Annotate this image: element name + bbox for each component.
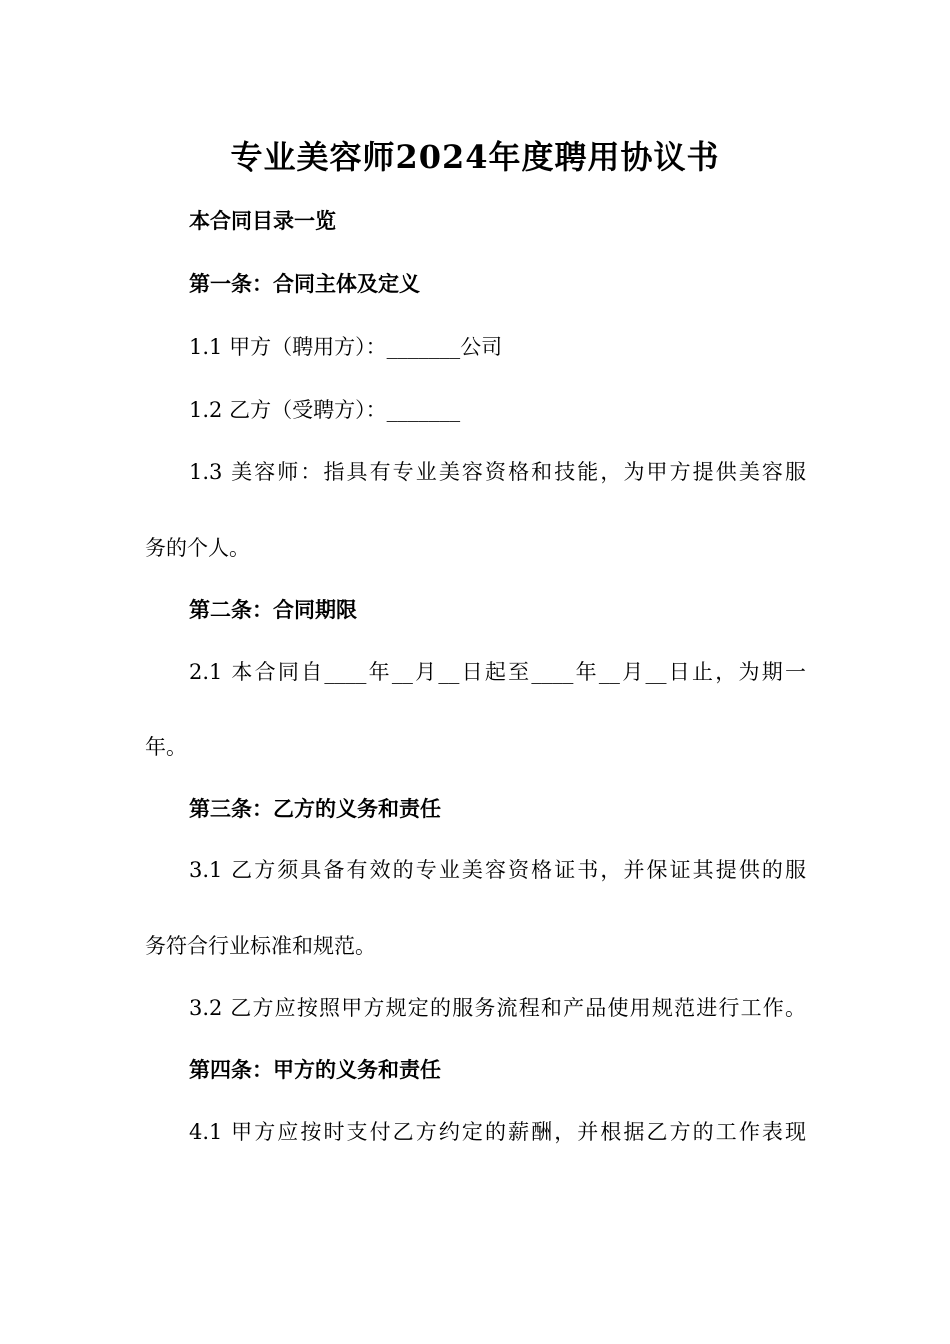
- article-1-heading: 第一条：合同主体及定义: [189, 272, 420, 296]
- clause-3-1-line-1: 3.1 乙方须具备有效的专业美容资格证书，并保证其提供的服: [189, 858, 806, 882]
- clause-1-1: 1.1 甲方（聘用方）：_______公司: [189, 335, 503, 359]
- clause-2-1-line-1: 2.1 本合同自____年__月__日起至____年__月__日止，为期一: [189, 660, 806, 684]
- clause-3-2: 3.2 乙方应按照甲方规定的服务流程和产品使用规范进行工作。: [189, 996, 806, 1020]
- toc-heading: 本合同目录一览: [189, 209, 336, 233]
- document-title: 专业美容师2024年度聘用协议书: [230, 138, 720, 176]
- clause-3-1-line-2: 务符合行业标准和规范。: [145, 934, 376, 958]
- article-4-heading: 第四条：甲方的义务和责任: [189, 1058, 441, 1082]
- article-2-heading: 第二条：合同期限: [189, 598, 357, 622]
- clause-1-3-line-1: 1.3 美容师：指具有专业美容资格和技能，为甲方提供美容服: [189, 460, 806, 484]
- clause-4-1-line-1: 4.1 甲方应按时支付乙方约定的薪酬，并根据乙方的工作表现: [189, 1120, 806, 1144]
- clause-1-3-line-2: 务的个人。: [145, 536, 250, 560]
- article-3-heading: 第三条：乙方的义务和责任: [189, 797, 441, 821]
- clause-1-2: 1.2 乙方（受聘方）：_______: [189, 398, 461, 422]
- clause-2-1-line-2: 年。: [145, 735, 187, 759]
